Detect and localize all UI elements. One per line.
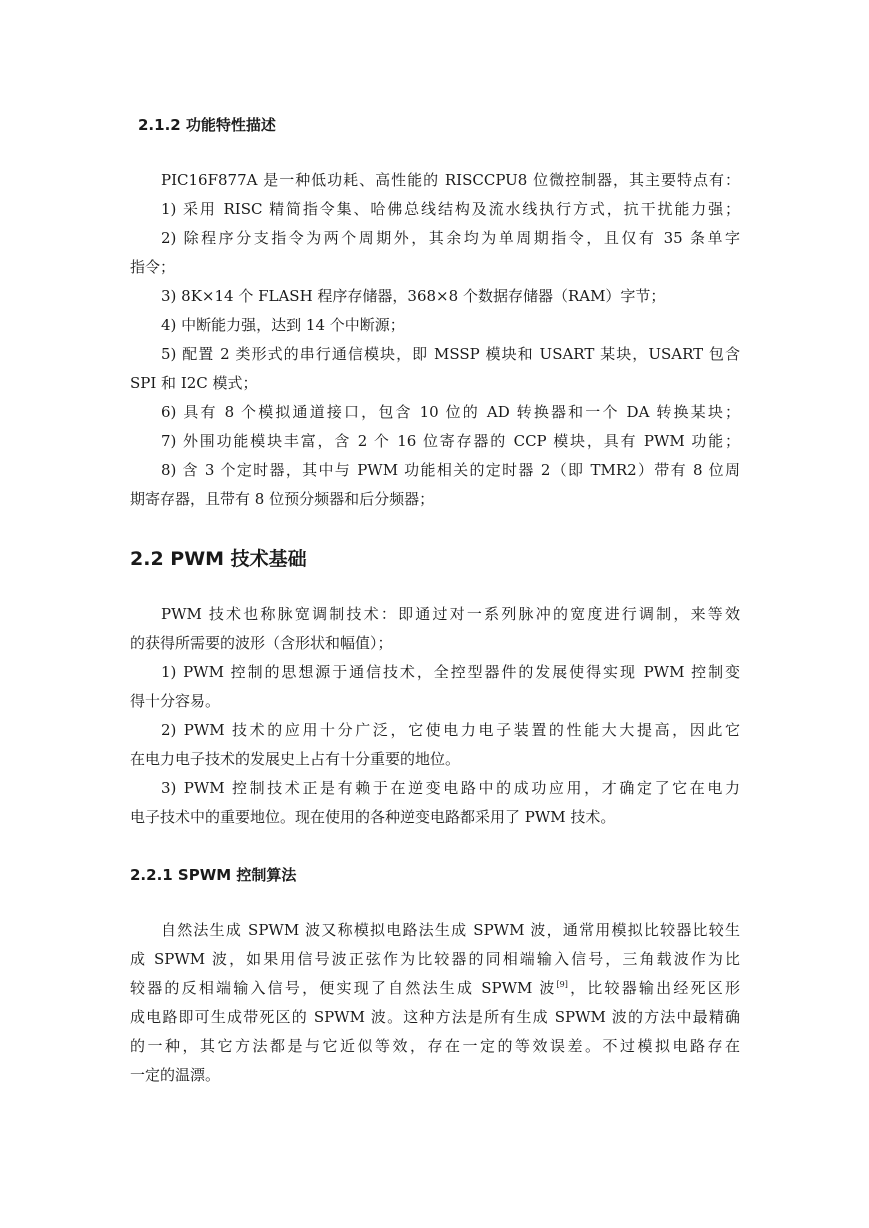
section-heading-2-1-2: 2.1.2 功能特性描述 (138, 116, 276, 134)
paragraph-pwm-line-7: 3) PWM 控制技术正是有赖于在逆变电路中的成功应用，才确定了它在电力 (161, 779, 740, 797)
section-heading-2-2: 2.2 PWM 技术基础 (130, 548, 307, 570)
paragraph-pwm-line-8: 电子技术中的重要地位。现在使用的各种逆变电路都采用了 PWM 技术。 (130, 808, 616, 826)
list-item-1: 1) 采用 RISC 精简指令集、哈佛总线结构及流水线执行方式，抗干扰能力强； (161, 200, 740, 218)
paragraph-pwm-line-1: PWM 技术也称脉宽调制技术：即通过对一系列脉冲的宽度进行调制，来等效 (161, 605, 740, 623)
paragraph-spwm-line-4: 成电路即可生成带死区的 SPWM 波。这种方法是所有生成 SPWM 波的方法中最精确 (130, 1008, 740, 1026)
paragraph-spwm-line-5: 的一种，其它方法都是与它近似等效，存在一定的等效误差。不过模拟电路存在 (130, 1037, 740, 1055)
paragraph-spwm-line-3 (130, 978, 740, 998)
spwm-line-3-text-b: ，比较器输出经死区形 (567, 979, 740, 997)
list-item-3: 3) 8K×14 个 FLASH 程序存储器，368×8 个数据存储器（RAM）字节； (161, 287, 666, 305)
paragraph-intro: PIC16F877A 是一种低功耗、高性能的 RISCCPU8 位微控制器，其主要特点有： (161, 171, 740, 189)
list-item-5: 5) 配置 2 类形式的串行通信模块，即 MSSP 模块和 USART 某块，USART 包含 (161, 345, 740, 363)
list-item-2: 2) 除程序分支指令为两个周期外，其余均为单周期指令，且仅有 35 条单字 (161, 229, 740, 247)
list-item-5-cont: SPI 和 I2C 模式； (130, 374, 258, 392)
citation-9: [9] (556, 980, 568, 989)
section-heading-2-2-1: 2.2.1 SPWM 控制算法 (130, 866, 297, 884)
spwm-line-3-text-a: 较器的反相端输入信号，便实现了自然法生成 SPWM 波 (130, 979, 557, 997)
list-item-8-cont: 期寄存器，且带有 8 位预分频器和后分频器； (130, 490, 435, 508)
paragraph-spwm-line-6: 一定的温漂。 (130, 1066, 221, 1084)
list-item-8: 8) 含 3 个定时器，其中与 PWM 功能相关的定时器 2（即 TMR2）带有 8 位周 (161, 461, 740, 479)
paragraph-pwm-line-3: 1) PWM 控制的思想源于通信技术，全控型器件的发展使得实现 PWM 控制变 (161, 663, 740, 681)
paragraph-pwm-line-5: 2) PWM 技术的应用十分广泛，它使电力电子装置的性能大大提高，因此它 (161, 721, 740, 739)
list-item-4: 4) 中断能力强，达到 14 个中断源； (161, 316, 405, 334)
paragraph-spwm-line-2: 成 SPWM 波，如果用信号波正弦作为比较器的同相端输入信号，三角载波作为比 (130, 950, 740, 968)
list-item-2-cont: 指令； (130, 258, 176, 276)
paragraph-pwm-line-6: 在电力电子技术的发展史上占有十分重要的地位。 (130, 750, 461, 768)
paragraph-pwm-line-2: 的获得所需要的波形（含形状和幅值）； (130, 634, 393, 652)
list-item-6: 6) 具有 8 个模拟通道接口，包含 10 位的 AD 转换器和一个 DA 转换某块； (161, 403, 740, 421)
list-item-7: 7) 外围功能模块丰富，含 2 个 16 位寄存器的 CCP 模块，具有 PWM 功能； (161, 432, 740, 450)
paragraph-spwm-line-1: 自然法生成 SPWM 波又称模拟电路法生成 SPWM 波，通常用模拟比较器比较生 (161, 921, 740, 939)
paragraph-pwm-line-4: 得十分容易。 (130, 692, 221, 710)
